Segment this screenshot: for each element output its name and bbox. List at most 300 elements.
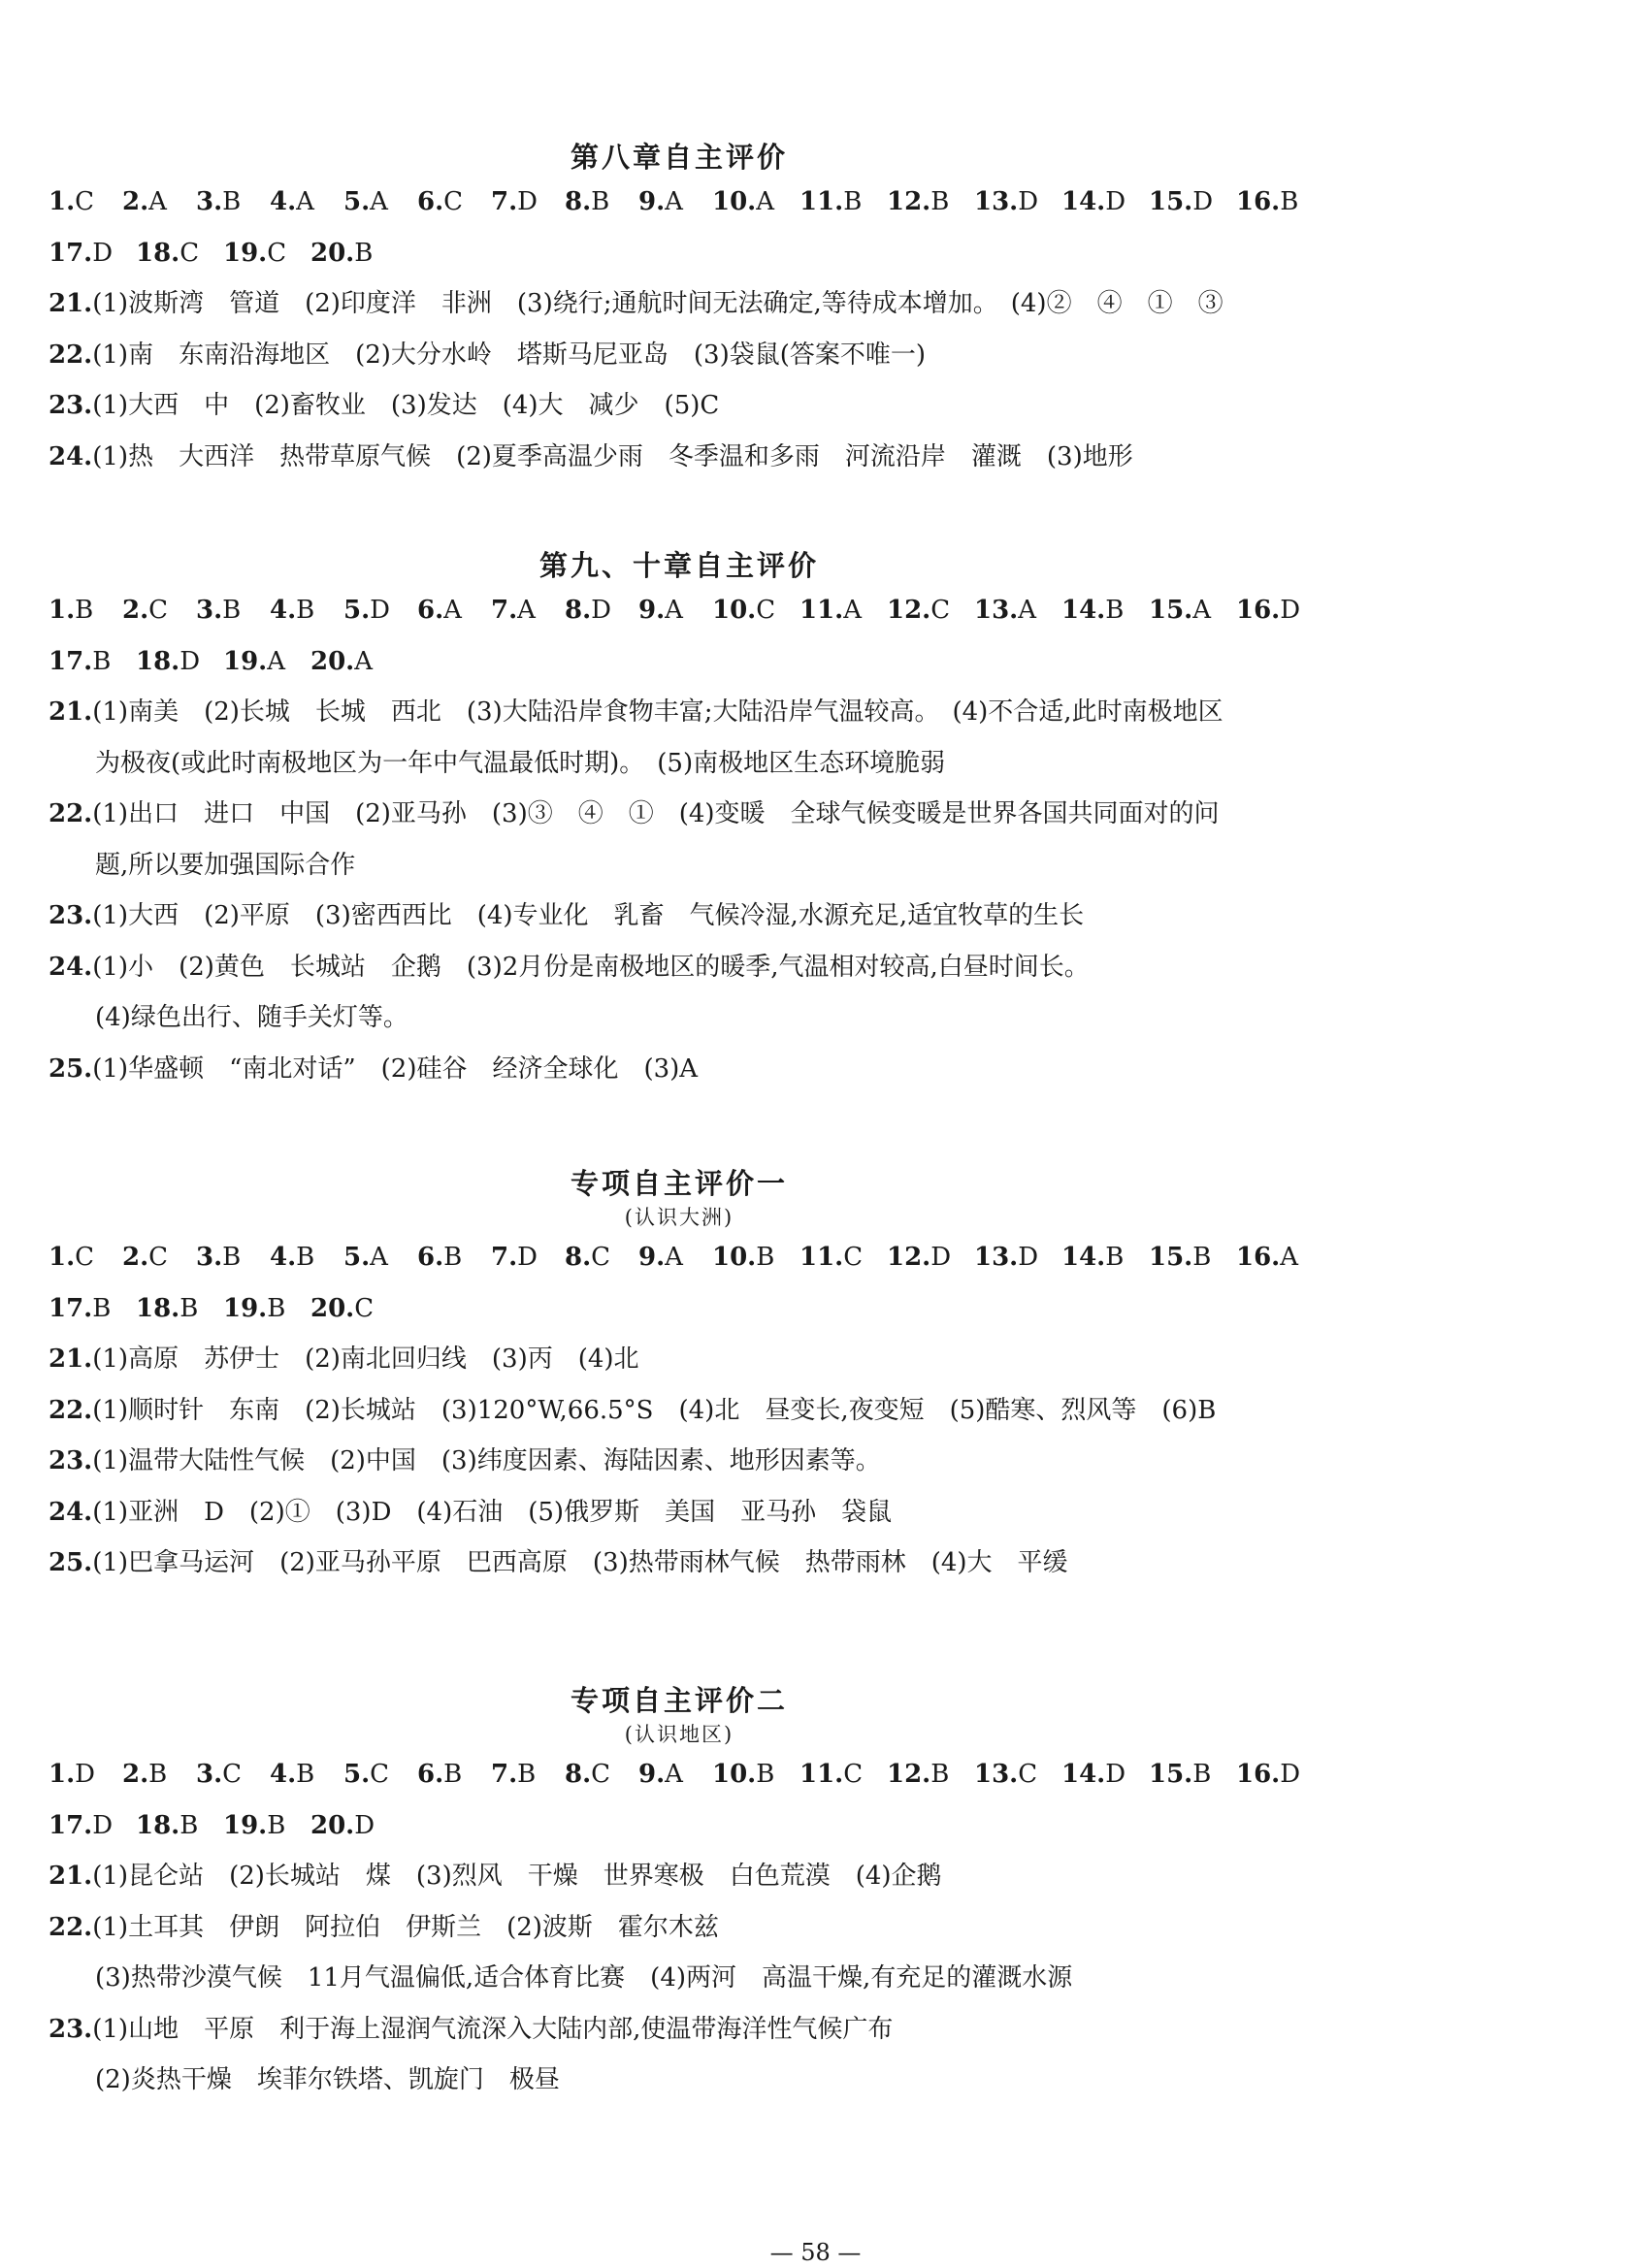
answer-letter: D — [930, 1243, 952, 1272]
question-number: 21. — [49, 289, 93, 318]
answer-letter: B — [179, 1293, 199, 1323]
answer-letter: A — [267, 646, 286, 676]
answer-line — [49, 1953, 1407, 2004]
answer-letter: B — [756, 1243, 775, 1272]
mc-answer — [887, 585, 974, 636]
short-answer-block — [49, 1851, 1407, 2106]
mc-answer — [49, 228, 136, 279]
answer-letter: B — [443, 1243, 463, 1272]
multiple-choice-answers — [49, 1232, 1407, 1334]
mc-answer — [196, 177, 270, 228]
answer-letter: C — [843, 1760, 864, 1789]
answer-line — [49, 432, 1407, 483]
answer-letter: B — [1105, 596, 1125, 625]
mc-answer — [136, 636, 223, 688]
question-number: 24. — [49, 1497, 93, 1527]
answer-letter: C — [843, 1243, 864, 1272]
answer-letter: C — [354, 1293, 375, 1323]
mc-answer — [136, 1800, 223, 1852]
answer-text: (1)巴拿马运河 (2)亚马孙平原 巴西高原 (3)热带雨林气候 热带雨林 (4)大 平缓 — [92, 1548, 1068, 1577]
mc-answer — [343, 177, 417, 228]
answer-line — [49, 1044, 1407, 1095]
mc-answer — [712, 177, 799, 228]
mc-answer — [196, 1232, 270, 1283]
answer-text: (1)土耳其 伊朗 阿拉伯 伊斯兰 (2)波斯 霍尔木兹 — [92, 1912, 719, 1942]
mc-answer — [223, 1283, 310, 1335]
question-number: 11. — [799, 1760, 844, 1789]
section-special-2 — [49, 1681, 1407, 2106]
answer-letter: D — [1105, 187, 1126, 216]
mc-answer — [1061, 585, 1149, 636]
answer-line — [49, 1436, 1407, 1487]
mc-answer — [223, 228, 310, 279]
question-number: 3. — [196, 1760, 223, 1789]
multiple-choice-answers — [49, 585, 1407, 687]
mc-answer — [417, 585, 491, 636]
mc-answer — [310, 228, 398, 279]
mc-answer — [49, 1800, 136, 1852]
mc-answer — [638, 1749, 712, 1800]
question-number: 12. — [887, 187, 931, 216]
question-number: 8. — [565, 1760, 592, 1789]
answer-text: (2)炎热干燥 埃菲尔铁塔、凯旋门 极昼 — [95, 2065, 560, 2094]
question-number: 19. — [223, 646, 268, 676]
question-number: 3. — [196, 1243, 223, 1272]
answer-letter: A — [1280, 1243, 1299, 1272]
question-number: 6. — [417, 187, 444, 216]
answer-letter: D — [1280, 1760, 1301, 1789]
answer-letter: B — [179, 1810, 199, 1840]
answer-letter: B — [296, 1243, 315, 1272]
question-number: 23. — [49, 901, 93, 930]
question-number: 23. — [49, 1446, 93, 1475]
question-number: 19. — [223, 1810, 268, 1840]
mc-answer — [122, 177, 196, 228]
question-number: 1. — [49, 596, 76, 625]
question-number: 23. — [49, 391, 93, 420]
question-number: 19. — [223, 1293, 268, 1323]
question-number: 10. — [712, 596, 757, 625]
answer-letter: D — [1018, 187, 1039, 216]
answer-line — [49, 2055, 1407, 2106]
answer-text: (1)亚洲 D (2)① (3)D (4)石油 (5)俄罗斯 美国 亚马孙 袋鼠 — [92, 1497, 893, 1527]
answer-letter: D — [591, 596, 612, 625]
mc-answer — [799, 177, 887, 228]
question-number: 9. — [638, 187, 666, 216]
question-number: 17. — [49, 1810, 93, 1840]
question-number: 4. — [270, 1760, 297, 1789]
answer-letter: B — [930, 187, 950, 216]
section-title: 专项自主评价一 — [570, 1167, 788, 1200]
answer-line — [49, 789, 1407, 840]
answer-letter: B — [222, 1243, 242, 1272]
answer-letter: A — [354, 646, 374, 676]
mc-answer — [1149, 585, 1236, 636]
mc-answer — [417, 1232, 491, 1283]
mc-answer — [223, 636, 310, 688]
answer-letter: B — [92, 1293, 112, 1323]
short-answer-block — [49, 1334, 1407, 1589]
question-number: 25. — [49, 1053, 93, 1084]
question-number: 20. — [310, 646, 355, 676]
mc-answer — [1061, 1232, 1149, 1283]
section-chapter-8 — [49, 138, 1407, 482]
question-number: 19. — [223, 238, 268, 268]
question-number: 2. — [122, 596, 149, 625]
answer-line — [49, 891, 1407, 942]
answer-line — [49, 1851, 1407, 1902]
answer-letter: B — [296, 596, 315, 625]
answer-line — [49, 278, 1407, 330]
answer-text: 为极夜(或此时南极地区为一年中气温最低时期)。 (5)南极地区生态环境脆弱 — [95, 748, 946, 778]
mc-answer — [122, 585, 196, 636]
mc-answer — [565, 1749, 638, 1800]
mc-answer — [196, 1749, 270, 1800]
mc-answer — [1236, 177, 1323, 228]
question-number: 4. — [270, 187, 297, 216]
mc-row — [49, 1283, 1407, 1335]
answer-text: (1)南 东南沿海地区 (2)大分水岭 塔斯马尼亚岛 (3)袋鼠(答案不唯一) — [92, 340, 927, 370]
answer-letter: A — [517, 596, 536, 625]
mc-row — [49, 1232, 1407, 1283]
answer-letter: C — [75, 187, 95, 216]
mc-answer — [196, 585, 270, 636]
mc-answer — [417, 177, 491, 228]
question-number: 6. — [417, 1243, 444, 1272]
answer-letter: D — [517, 187, 538, 216]
answer-letter: B — [591, 187, 610, 216]
question-number: 13. — [974, 1760, 1019, 1789]
mc-answer — [310, 1283, 398, 1335]
question-number: 7. — [491, 1243, 518, 1272]
mc-answer — [712, 1232, 799, 1283]
mc-answer — [49, 1283, 136, 1335]
section-chapter-9-10 — [49, 546, 1407, 1094]
answer-letter: B — [930, 1760, 950, 1789]
question-number: 16. — [1236, 1760, 1281, 1789]
mc-answer — [343, 1232, 417, 1283]
answer-letter: B — [92, 646, 112, 676]
answer-letter: D — [92, 1810, 114, 1840]
mc-answer — [638, 1232, 712, 1283]
answer-text: (1)小 (2)黄色 长城站 企鹅 (3)2月份是南极地区的暖季,气温相对较高,白昼时间长。 — [92, 952, 1090, 982]
question-number: 15. — [1149, 596, 1193, 625]
question-number: 5. — [343, 1760, 371, 1789]
question-number: 5. — [343, 596, 371, 625]
answer-letter: C — [930, 596, 951, 625]
mc-answer — [223, 1800, 310, 1852]
question-number: 18. — [136, 1810, 180, 1840]
question-number: 21. — [49, 1862, 93, 1891]
question-number: 15. — [1149, 187, 1193, 216]
answer-letter: B — [222, 596, 242, 625]
answer-letter: A — [296, 187, 314, 216]
answer-letter: B — [267, 1810, 286, 1840]
mc-answer — [49, 1232, 122, 1283]
mc-answer — [712, 585, 799, 636]
mc-answer — [887, 177, 974, 228]
mc-answer — [49, 585, 122, 636]
question-number: 11. — [799, 596, 844, 625]
question-number: 16. — [1236, 596, 1281, 625]
question-number: 21. — [49, 697, 93, 727]
section-title: 专项自主评价二 — [570, 1684, 788, 1717]
mc-answer — [49, 636, 136, 688]
question-number: 8. — [565, 1243, 592, 1272]
answer-letter: C — [75, 1243, 95, 1272]
question-number: 25. — [49, 1548, 93, 1577]
question-number: 9. — [638, 596, 666, 625]
answer-text: (1)华盛顿 “南北对话” (2)硅谷 经济全球化 (3)A — [92, 1053, 699, 1084]
answer-text: (1)大西 (2)平原 (3)密西西比 (4)专业化 乳畜 气候冷湿,水源充足,适宜牧草的生长 — [92, 901, 1085, 930]
mc-answer — [974, 1749, 1061, 1800]
question-number: 20. — [310, 1810, 355, 1840]
answer-letter: D — [370, 596, 391, 625]
mc-answer — [49, 177, 122, 228]
mc-answer — [270, 585, 343, 636]
answer-text: 题,所以要加强国际合作 — [95, 850, 356, 880]
section-subtitle: (认识地区) — [624, 1723, 734, 1746]
answer-letter: D — [1018, 1243, 1039, 1272]
short-answer-block — [49, 687, 1407, 1094]
question-number: 2. — [122, 187, 149, 216]
question-number: 7. — [491, 1760, 518, 1789]
answer-text: (3)热带沙漠气候 11月气温偏低,适合体育比赛 (4)两河 高温干燥,有充足的灌溉水源 — [95, 1963, 1073, 1993]
question-number: 1. — [49, 187, 76, 216]
answer-letter: D — [1192, 187, 1214, 216]
answer-letter: C — [267, 238, 287, 268]
answer-letter: D — [1280, 596, 1301, 625]
mc-answer — [712, 1749, 799, 1800]
answer-letter: C — [591, 1760, 611, 1789]
mc-answer — [974, 1232, 1061, 1283]
answer-text: (1)温带大陆性气候 (2)中国 (3)纬度因素、海陆因素、地形因素等。 — [92, 1446, 881, 1475]
mc-row — [49, 228, 1407, 279]
mc-answer — [1236, 1232, 1323, 1283]
answer-letter: A — [370, 1243, 388, 1272]
question-number: 20. — [310, 238, 355, 268]
question-number: 13. — [974, 187, 1019, 216]
short-answer-block — [49, 278, 1407, 482]
answer-letter: D — [1105, 1760, 1126, 1789]
question-number: 10. — [712, 1243, 757, 1272]
mc-answer — [974, 177, 1061, 228]
section-title: 第九、十章自主评价 — [538, 549, 819, 582]
mc-answer — [310, 1800, 398, 1852]
mc-answer — [1236, 585, 1323, 636]
answer-letter: A — [665, 187, 683, 216]
answer-letter: A — [665, 1243, 683, 1272]
question-number: 7. — [491, 187, 518, 216]
question-number: 12. — [887, 1243, 931, 1272]
answer-line — [49, 992, 1407, 1044]
question-number: 11. — [799, 1243, 844, 1272]
answer-letter: D — [354, 1810, 375, 1840]
answer-line — [49, 840, 1407, 891]
mc-row — [49, 177, 1407, 228]
question-number: 4. — [270, 1243, 297, 1272]
mc-row — [49, 636, 1407, 688]
question-number: 16. — [1236, 1243, 1281, 1272]
mc-answer — [136, 1283, 223, 1335]
mc-answer — [799, 1232, 887, 1283]
mc-answer — [1061, 1749, 1149, 1800]
mc-answer — [491, 585, 565, 636]
answer-letter: B — [148, 1760, 168, 1789]
mc-row — [49, 1749, 1407, 1800]
answer-letter: A — [843, 596, 863, 625]
answer-letter: D — [92, 238, 114, 268]
answer-letter: A — [1018, 596, 1037, 625]
mc-answer — [270, 1232, 343, 1283]
mc-answer — [310, 636, 398, 688]
answer-line — [49, 2004, 1407, 2056]
answer-text: (1)出口 进口 中国 (2)亚马孙 (3)③ ④ ① (4)变暖 全球气候变暖是世界各国共同面对的问 — [92, 799, 1220, 828]
answer-letter: B — [1280, 187, 1299, 216]
question-number: 14. — [1061, 1243, 1106, 1272]
question-number: 9. — [638, 1243, 666, 1272]
section-special-1 — [49, 1164, 1407, 1589]
question-number: 24. — [49, 952, 93, 982]
mc-answer — [491, 1232, 565, 1283]
question-number: 12. — [887, 1760, 931, 1789]
mc-answer — [565, 177, 638, 228]
mc-answer — [1149, 177, 1236, 228]
question-number: 3. — [196, 187, 223, 216]
answer-text: (1)高原 苏伊士 (2)南北回归线 (3)丙 (4)北 — [92, 1345, 639, 1374]
mc-answer — [1061, 177, 1149, 228]
answer-letter: C — [370, 1760, 390, 1789]
answer-letter: C — [756, 596, 776, 625]
answer-letter: C — [1018, 1760, 1038, 1789]
question-number: 10. — [712, 187, 757, 216]
answer-letter: B — [75, 596, 94, 625]
question-number: 5. — [343, 1243, 371, 1272]
answer-letter: A — [665, 596, 683, 625]
mc-answer — [638, 177, 712, 228]
answer-letter: D — [75, 1760, 96, 1789]
answer-letter: B — [517, 1760, 537, 1789]
question-number: 21. — [49, 1345, 93, 1374]
question-number: 14. — [1061, 187, 1106, 216]
question-number: 22. — [49, 1912, 93, 1942]
answer-letter: B — [1192, 1243, 1212, 1272]
question-number: 18. — [136, 646, 180, 676]
answer-letter: C — [148, 1243, 169, 1272]
question-number: 15. — [1149, 1760, 1193, 1789]
answer-line — [49, 942, 1407, 993]
mc-answer — [417, 1749, 491, 1800]
question-number: 6. — [417, 596, 444, 625]
answer-line — [49, 1902, 1407, 1954]
answer-line — [49, 1487, 1407, 1539]
answer-letter: C — [148, 596, 169, 625]
mc-answer — [122, 1749, 196, 1800]
mc-answer — [491, 1749, 565, 1800]
answer-letter: B — [1105, 1243, 1125, 1272]
question-number: 5. — [343, 187, 371, 216]
answer-letter: C — [591, 1243, 611, 1272]
mc-answer — [343, 585, 417, 636]
question-number: 13. — [974, 1243, 1019, 1272]
answer-line — [49, 1538, 1407, 1589]
answer-text: (1)热 大西洋 热带草原气候 (2)夏季高温少雨 冬季温和多雨 河流沿岸 灌溉 (3)地形 — [92, 441, 1133, 471]
answer-letter: A — [756, 187, 775, 216]
mc-answer — [1149, 1232, 1236, 1283]
answer-letter: D — [179, 646, 201, 676]
mc-answer — [136, 228, 223, 279]
answer-line — [49, 1385, 1407, 1437]
question-number: 22. — [49, 799, 93, 828]
multiple-choice-answers — [49, 177, 1407, 278]
answer-line — [49, 687, 1407, 738]
answer-text: (1)昆仑站 (2)长城站 煤 (3)烈风 干燥 世界寒极 白色荒漠 (4)企鹅 — [92, 1862, 942, 1891]
mc-answer — [122, 1232, 196, 1283]
question-number: 1. — [49, 1243, 76, 1272]
mc-answer — [887, 1232, 974, 1283]
mc-answer — [799, 1749, 887, 1800]
answer-line — [49, 330, 1407, 381]
answer-text: (1)南美 (2)长城 长城 西北 (3)大陆沿岸食物丰富;大陆沿岸气温较高。 (4)不合适,此时南极地区 — [92, 697, 1223, 727]
question-number: 17. — [49, 238, 93, 268]
question-number: 24. — [49, 441, 93, 471]
question-number: 22. — [49, 1395, 93, 1425]
answer-letter: A — [148, 187, 167, 216]
answer-text: (1)大西 中 (2)畜牧业 (3)发达 (4)大 减少 (5)C — [92, 391, 720, 420]
question-number: 11. — [799, 187, 844, 216]
mc-answer — [565, 1232, 638, 1283]
mc-answer — [799, 585, 887, 636]
mc-answer — [565, 585, 638, 636]
multiple-choice-answers — [49, 1749, 1407, 1851]
answer-text: (4)绿色出行、随手关灯等。 — [95, 1003, 408, 1032]
question-number: 20. — [310, 1293, 355, 1323]
answer-text: (1)山地 平原 利于海上湿润气流深入大陆内部,使温带海洋性气候广布 — [92, 2014, 894, 2044]
answer-letter: B — [296, 1760, 315, 1789]
answer-letter: B — [843, 187, 863, 216]
answer-letter: B — [443, 1760, 463, 1789]
answer-line — [49, 738, 1407, 790]
answer-letter: B — [222, 187, 242, 216]
answer-letter: A — [1192, 596, 1212, 625]
mc-answer — [270, 177, 343, 228]
answer-line — [49, 380, 1407, 432]
answer-text: (1)波斯湾 管道 (2)印度洋 非洲 (3)绕行;通航时间无法确定,等待成本增加。 (4)② ④ ① ③ — [92, 289, 1223, 318]
mc-answer — [1236, 1749, 1323, 1800]
answer-letter: A — [665, 1760, 683, 1789]
question-number: 23. — [49, 2014, 93, 2044]
mc-answer — [270, 1749, 343, 1800]
question-number: 4. — [270, 596, 297, 625]
answer-letter: B — [267, 1293, 286, 1323]
mc-row — [49, 1800, 1407, 1852]
mc-answer — [343, 1749, 417, 1800]
question-number: 17. — [49, 646, 93, 676]
question-number: 9. — [638, 1760, 666, 1789]
mc-answer — [887, 1749, 974, 1800]
question-number: 13. — [974, 596, 1019, 625]
question-number: 2. — [122, 1760, 149, 1789]
question-number: 14. — [1061, 596, 1106, 625]
mc-answer — [491, 177, 565, 228]
answer-letter: A — [370, 187, 388, 216]
question-number: 15. — [1149, 1243, 1193, 1272]
mc-answer — [974, 585, 1061, 636]
question-number: 18. — [136, 238, 180, 268]
answer-letter: B — [1192, 1760, 1212, 1789]
mc-answer — [49, 1749, 122, 1800]
mc-answer — [1149, 1749, 1236, 1800]
